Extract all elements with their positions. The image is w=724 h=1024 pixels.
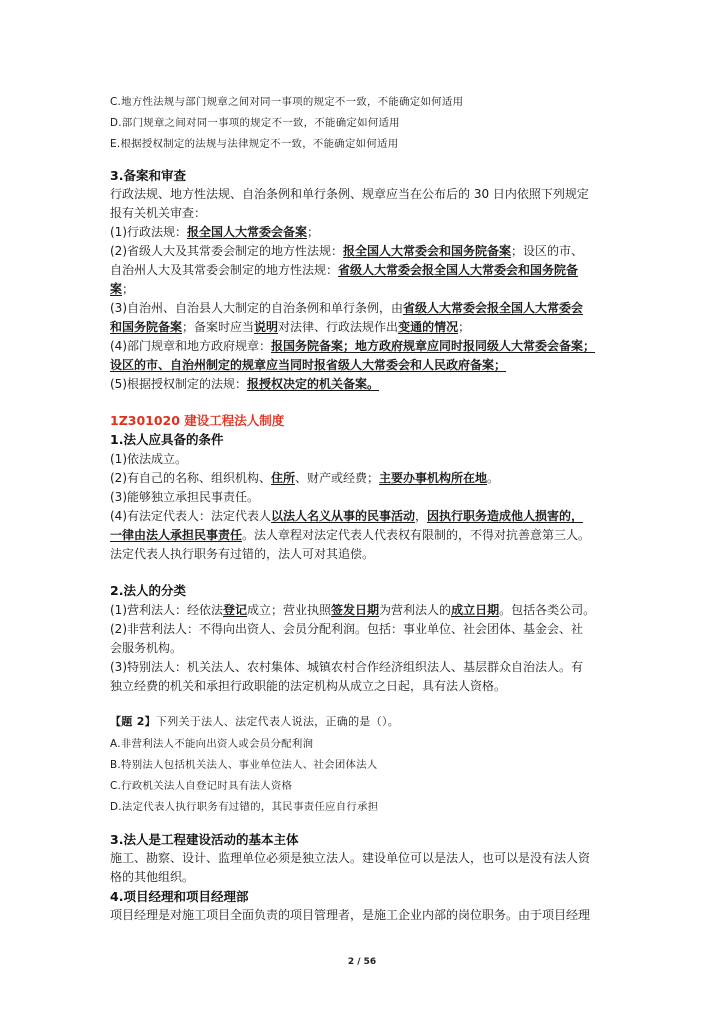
section-heading: 3.备案和审查: [110, 168, 186, 183]
text-line: 行政法规、地方性法规、自治条例和单行条例、规章应当在公布后的 30 日内依照下列规定: [110, 187, 589, 201]
text: (1)行政法规：: [110, 225, 187, 239]
emphasis: 报国务院备案: [271, 339, 344, 353]
emphasis: 报全国人大常委会和国务院备案: [343, 244, 512, 258]
list-item: (1)依法成立。: [110, 452, 187, 466]
emphasis: 省级人大常委会报全国人大常委会和国务院备: [338, 263, 579, 277]
emphasis: 变通的情况: [398, 320, 459, 334]
text: ；备案时应当: [182, 320, 255, 334]
text: 成立；营业执照: [247, 603, 332, 617]
section-heading: 3.法人是工程建设活动的基本主体: [110, 832, 299, 847]
text: 。包括各类公司。: [499, 603, 596, 617]
section-heading: 4.项目经理和项目经理部: [110, 889, 249, 904]
emphasis: 登记: [223, 603, 248, 617]
text: (4)部门规章和地方政府规章：: [110, 339, 271, 353]
text: ，: [415, 509, 428, 523]
answer-option-a: A.非营利法人不能向出资人或会员分配利润: [110, 738, 314, 750]
text-line: 施工、勘察、设计、监理单位必须是独立法人。建设单位可以是法人，也可以是没有法人资: [110, 851, 591, 865]
text-line: [110, 356, 506, 373]
list-item: (2)非营利法人：不得向出资人、会员分配利润。包括：事业单位、社会团体、基金会、社: [110, 622, 584, 636]
text-line: [110, 526, 590, 543]
emphasis: 住所: [271, 471, 296, 485]
emphasis: 一律由法人承担民事责任: [110, 528, 243, 542]
text-line: 报有关机关审查：: [110, 206, 207, 220]
list-item: (1)行政法规：报全国人大常委会备案；: [110, 225, 320, 239]
text-line: 和国务院备案；备案时应当说明对法律、行政法规作出变通的情况；: [110, 320, 471, 334]
emphasis: 省级人大常委会报全国人大常委会: [403, 301, 584, 315]
section-heading: 1.法人应具备的条件: [110, 432, 224, 447]
answer-option-c: C.行政机关法人自登记时具有法人资格: [110, 780, 293, 792]
question-tag: 【题 2】: [110, 715, 156, 728]
text-line: 格的其他组织。: [110, 870, 195, 884]
emphasis: 报授权决定的机关备案。: [247, 377, 380, 391]
text: 下列关于法人、法定代表人说法，正确的是（）。: [155, 715, 400, 728]
emphasis: 因执行职务造成他人损害的，: [427, 509, 584, 523]
text: 自治州人大及其常委会制定的地方性法规：: [110, 263, 339, 277]
emphasis: 报全国人大常委会备案: [187, 225, 308, 239]
emphasis: 主要办事机构所在地: [379, 471, 488, 485]
emphasis: 签发日期: [331, 603, 380, 617]
list-item: (3)能够独立承担民事责任。: [110, 490, 259, 504]
text: (5)根据授权制定的法规：: [110, 377, 247, 391]
option-d: D.部门规章之间对同一事项的规定不一致，不能确定如何适用: [110, 117, 400, 129]
list-item: [110, 375, 379, 392]
text: (2)有自己的名称、组织机构、: [110, 471, 271, 485]
list-item: [110, 299, 583, 316]
text-line: 独立经费的机关和承担行政职能的法定机构从成立之日起，具有法人资格。: [110, 679, 507, 693]
list-item: [110, 242, 583, 259]
answer-option-d: D.法定代表人执行职务有过错的，其民事责任应自行承担: [110, 801, 379, 813]
section-heading: 2.法人的分类: [110, 583, 186, 598]
text: 。法人章程对法定代表人代表权有限制的，不得对抗善意第三人。: [242, 528, 591, 542]
text-line: 项目经理是对施工项目全面负责的项目管理者，是施工企业内部的岗位职务。由于项目经理: [110, 908, 591, 922]
emphasis: ；地方政府规章应同时报同级人大常委会备案；: [343, 339, 596, 353]
text: (4)有法定代表人：法定代表人: [110, 509, 271, 523]
text: (1)营利法人：经依法: [110, 603, 223, 617]
emphasis: 以法人名义从事的民事活动: [271, 509, 416, 523]
emphasis: 和国务院备案: [110, 320, 183, 334]
emphasis: 设区的市、自治州制定的规章应当同时报省级人大常委会和人民政府备案；: [110, 358, 507, 372]
text: (2)省级人大及其常委会制定的地方性法规：: [110, 244, 343, 258]
text-line: 会服务机构。: [110, 641, 183, 655]
text: ；设区的市、: [511, 244, 584, 258]
text: 、财产或经费；: [295, 471, 380, 485]
text-line: [110, 261, 578, 278]
emphasis: 案: [110, 282, 123, 296]
question-stem: [110, 713, 399, 729]
page-number: 2 / 56: [347, 957, 377, 967]
text-line: 法定代表人执行职务有过错的，法人可对其追偿。: [110, 547, 375, 561]
list-item: (3)特别法人：机关法人、农村集体、城镇农村合作经济组织法人、基层群众自治法人。有: [110, 660, 584, 674]
answer-option-b: B.特别法人包括机关法人、事业单位法人、社会团体法人: [110, 759, 378, 771]
chapter-heading: 1Z301020 建设工程法人制度: [110, 413, 285, 428]
emphasis: 成立日期: [451, 603, 500, 617]
text: 为营利法人的: [379, 603, 452, 617]
list-item: [110, 601, 595, 618]
text: (3)自治州、自治县人大制定的自治条例和单行条例，由: [110, 301, 404, 315]
option-c: C.地方性法规与部门规章之间对同一事项的规定不一致，不能确定如何适用: [110, 96, 464, 108]
list-item: (2)有自己的名称、组织机构、住所、财产或经费；主要办事机构所在地。: [110, 471, 500, 485]
text: 对法律、行政法规作出: [278, 320, 399, 334]
option-e: E.根据授权制定的法规与法律规定不一致，不能确定如何适用: [110, 138, 399, 150]
list-item: [110, 507, 583, 524]
text-line: 案；: [110, 282, 135, 296]
list-item: [110, 337, 595, 354]
emphasis: 说明: [254, 320, 279, 334]
